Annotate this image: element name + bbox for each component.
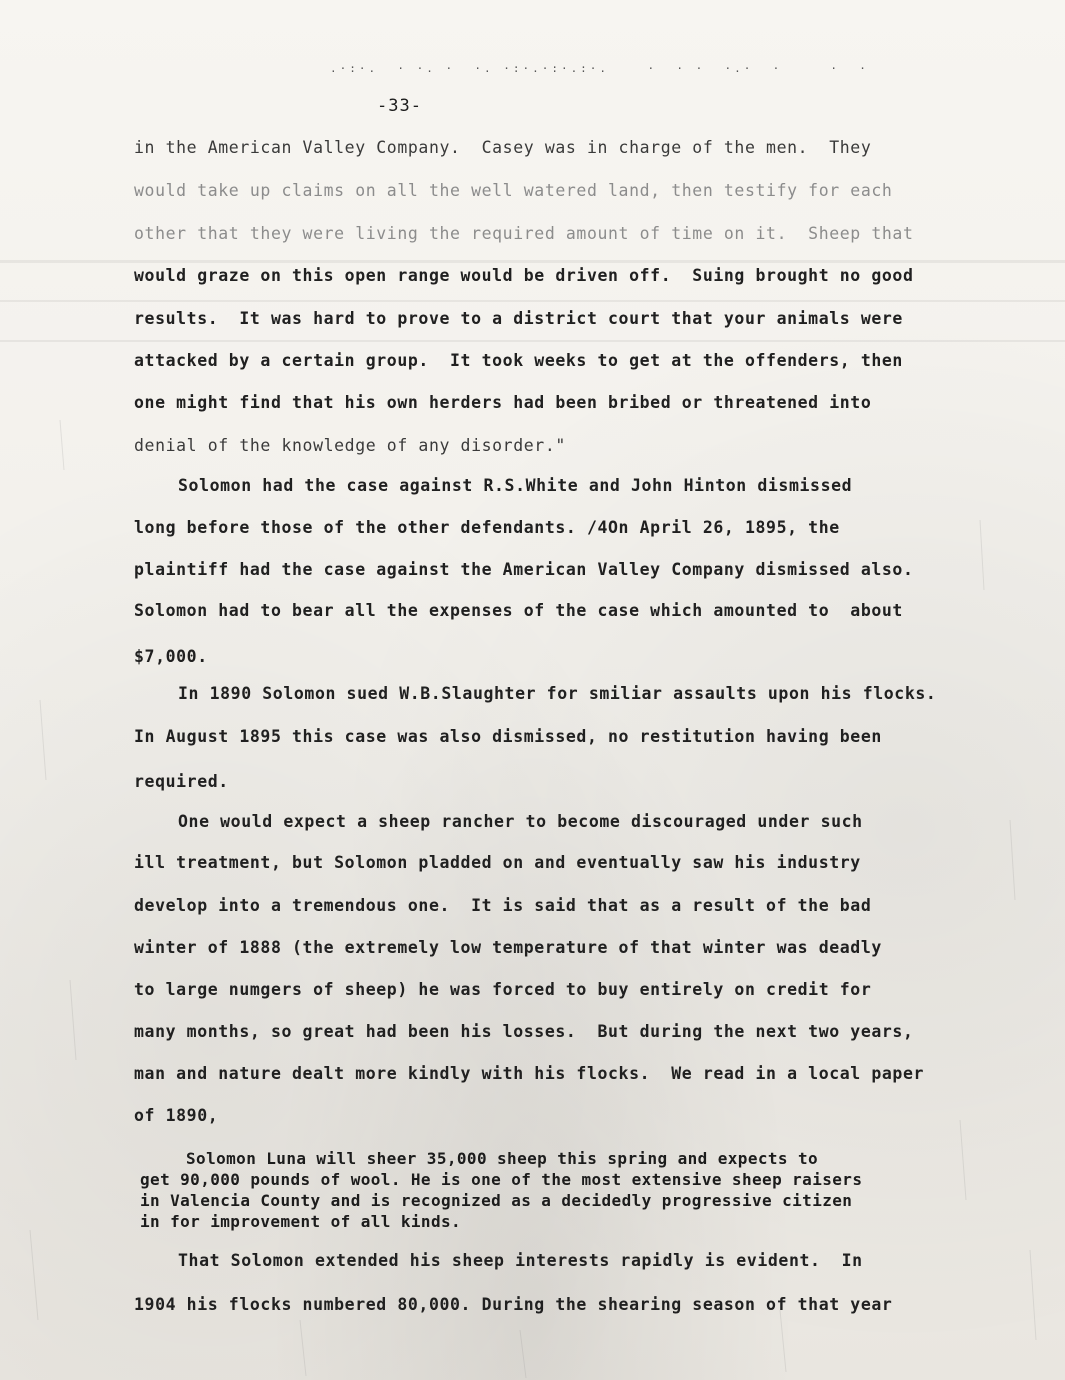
body-line: other that they were living the required amount of time on it. Sheep that: [134, 224, 914, 243]
quote-line: get 90,000 pounds of wool. He is one of the most extensive sheep raisers: [140, 1170, 863, 1189]
body-line: $7,000.: [134, 647, 208, 666]
body-line: plaintiff had the case against the American Valley Company dismissed also.: [134, 560, 914, 579]
body-line: ill treatment, but Solomon pladded on and eventually saw his industry: [134, 853, 861, 872]
quote-line: Solomon Luna will sheer 35,000 sheep this spring and expects to: [186, 1149, 819, 1168]
body-line: In August 1895 this case was also dismissed, no restitution having been: [134, 727, 882, 746]
body-line: required.: [134, 772, 229, 791]
paragraph-start: That Solomon extended his sheep interests rapidly is evident. In: [178, 1251, 863, 1270]
body-line: Solomon had to bear all the expenses of the case which amounted to about: [134, 601, 903, 620]
quote-line: in for improvement of all kinds.: [140, 1212, 462, 1231]
paragraph-start: In 1890 Solomon sued W.B.Slaughter for smiliar assaults upon his flocks.: [178, 684, 937, 703]
body-line: of 1890,: [134, 1106, 219, 1125]
body-line: one might find that his own herders had been bribed or threatened into: [134, 393, 872, 412]
body-line: man and nature dealt more kindly with his flocks. We read in a local paper: [134, 1064, 925, 1083]
body-line: would graze on this open range would be driven off. Suing brought no good: [134, 266, 914, 285]
body-line: in the American Valley Company. Casey was in charge of the men. They: [134, 138, 872, 157]
quote-line: in Valencia County and is recognized as a decidedly progressive citizen: [140, 1191, 853, 1210]
body-line: would take up claims on all the well watered land, then testify for each: [134, 181, 893, 200]
body-line: many months, so great had been his losses. But during the next two years,: [134, 1022, 914, 1041]
body-line: develop into a tremendous one. It is said that as a result of the bad: [134, 896, 872, 915]
body-line: winter of 1888 (the extremely low temperature of that winter was deadly: [134, 938, 882, 957]
body-line: 1904 his flocks numbered 80,000. During the shearing season of that year: [134, 1295, 893, 1314]
body-line: to large numgers of sheep) he was forced to buy entirely on credit for: [134, 980, 872, 999]
page-number: -33-: [377, 96, 422, 116]
paragraph-start: One would expect a sheep rancher to become discouraged under such: [178, 812, 863, 831]
body-line: results. It was hard to prove to a district court that your animals were: [134, 309, 903, 328]
paragraph-start: Solomon had the case against R.S.White and John Hinton dismissed: [178, 476, 853, 495]
top-speckles: .·:·. · ·. · ·. ·:·.·:·.:·. · · · ·.· · · ·: [330, 62, 869, 75]
body-line: attacked by a certain group. It took weeks to get at the offenders, then: [134, 351, 903, 370]
body-line: denial of the knowledge of any disorder.": [134, 436, 566, 455]
body-line: long before those of the other defendants. /4On April 26, 1895, the: [134, 518, 840, 537]
